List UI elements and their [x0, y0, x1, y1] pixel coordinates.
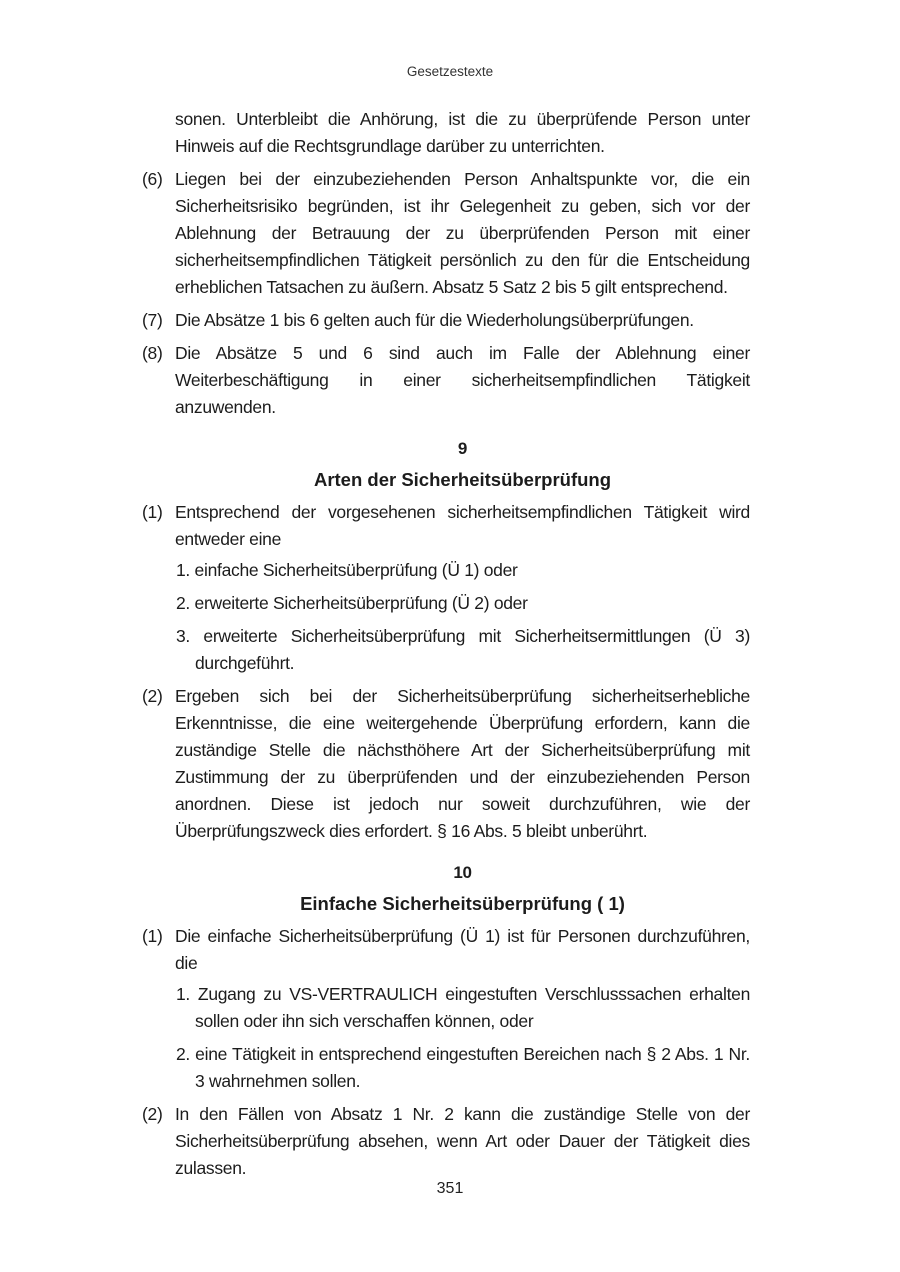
list-item: 1. Zugang zu VS-VERTRAULICH eingestuften Verschlusssachen erhalten sollen oder ihn sich verschaffen können, oder — [176, 984, 750, 1031]
section-10-paragraph-2 — [142, 1101, 750, 1182]
paragraph-text: In den Fällen von Absatz 1 Nr. 2 kann die zuständige Stelle von der Sicherheitsüberprüfung absehen, wenn Art oder Dauer der Tätigkeit dies zulassen. — [175, 1104, 750, 1178]
paragraph-number: (6) — [142, 169, 163, 189]
list-item: 1. einfache Sicherheitsüberprüfung (Ü 1) oder — [176, 560, 518, 580]
page-number: 351 — [436, 1180, 464, 1197]
paragraph-number: (8) — [142, 343, 163, 363]
paragraph-number: (2) — [142, 1104, 163, 1124]
section-9-paragraph-2 — [142, 683, 750, 845]
paragraph-text: Die Absätze 5 und 6 sind auch im Falle der Ablehnung einer Weiterbeschäftigung in einer sicherheitsempfindlichen Tätigkeit anzuwenden. — [175, 343, 750, 417]
paragraph-number: (2) — [142, 686, 163, 706]
paragraph-text: Ergeben sich bei der Sicherheitsüberprüfung sicherheitserhebliche Erkenntnisse, die eine weitergehende Überprüfung erfordern, kann die zuständige Stelle die nächsthöhere Art der Sicherheitsüberprüfung mit Zustimmung der zu überprüfenden und der einzubeziehenden Person anordnen. Diese ist jedoch nur soweit durchzuführen, wie der Überprüfungszweck dies erfordert. § 16 Abs. 5 bleibt unberührt. — [175, 686, 750, 841]
paragraph-number: (1) — [142, 926, 163, 946]
section-9-number: 9 — [457, 439, 468, 458]
paragraph-number: (1) — [142, 502, 163, 522]
page-body — [142, 106, 750, 1182]
continuation-text: sonen. Unterbleibt die Anhörung, ist die zu überprüfende Person unter Hinweis auf die Rechtsgrundlage darüber zu unterrichten. — [175, 109, 750, 156]
paragraph-text: Liegen bei der einzubeziehenden Person Anhaltspunkte vor, die ein Sicherheitsrisiko begründen, ist ihr Gelegenheit zu geben, sich vor der Ablehnung der Betrauung der zu überprüfenden Person mit einer sicherheitsempfindlichen Tätigkeit persönlich zu den für die Entscheidung erheblichen Tatsachen zu äußern. Absatz 5 Satz 2 bis 5 gilt entsprechend. — [175, 169, 750, 297]
section-9-title: Arten der Sicherheitsüberprüfung — [313, 469, 612, 490]
section-10-number: 10 — [453, 863, 472, 882]
list-item: 3. erweiterte Sicherheitsüberprüfung mit Sicherheitsermittlungen (Ü 3) durchgeführt. — [176, 626, 750, 673]
paragraph-text: Entsprechend der vorgesehenen sicherheitsempfindlichen Tätigkeit wird entweder eine — [175, 502, 750, 549]
paragraph-8 — [142, 340, 750, 421]
paragraph-number: (7) — [142, 310, 163, 330]
running-header: Gesetzestexte — [406, 64, 494, 79]
list-item: 2. erweiterte Sicherheitsüberprüfung (Ü 2) oder — [176, 593, 528, 613]
section-10-paragraph-1 — [142, 923, 750, 977]
paragraph-6 — [142, 166, 750, 301]
list-item: 2. eine Tätigkeit in entsprechend eingestuften Bereichen nach § 2 Abs. 1 Nr. 3 wahrnehmen sollen. — [176, 1044, 750, 1091]
paragraph-text: Die einfache Sicherheitsüberprüfung (Ü 1) ist für Personen durchzuführen, die — [175, 926, 750, 973]
section-9-paragraph-1 — [142, 499, 750, 553]
section-10-title: Einfache Sicherheitsüberprüfung ( 1) — [300, 893, 625, 914]
paragraph-7 — [142, 307, 750, 334]
paragraph-text: Die Absätze 1 bis 6 gelten auch für die Wiederholungsüberprüfungen. — [175, 310, 694, 330]
